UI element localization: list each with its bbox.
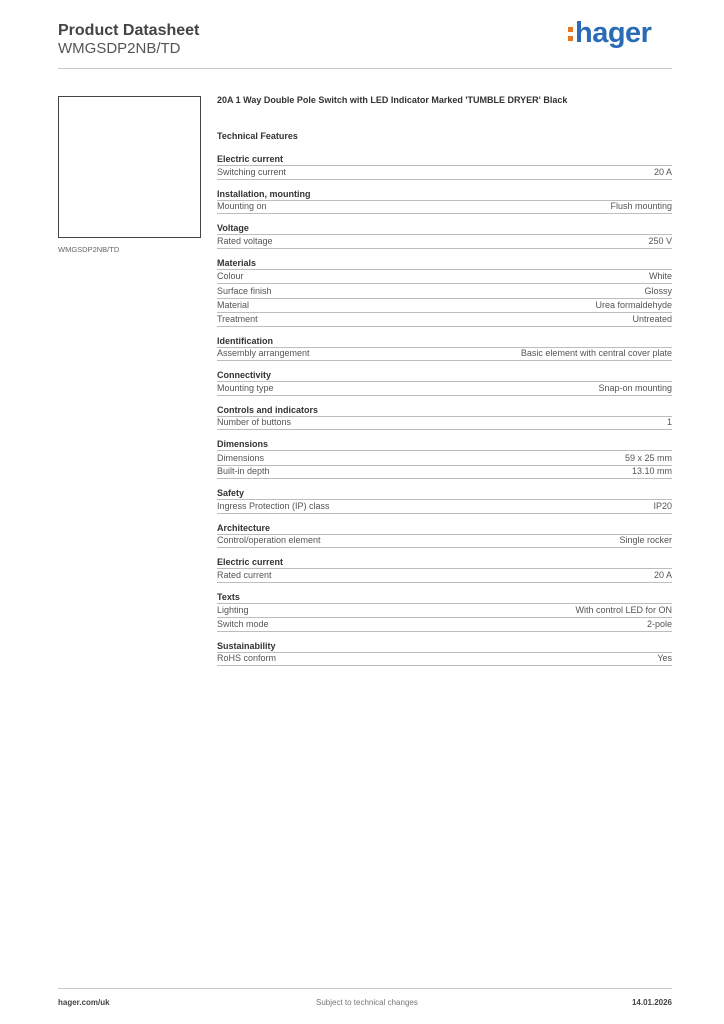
product-image-caption: WMGSDP2NB/TD	[58, 245, 120, 254]
logo-dot-upper	[568, 27, 573, 32]
spec-group-title: Controls and indicators	[217, 404, 319, 415]
spec-group-title: Electric current	[217, 154, 284, 164]
spec-label: Surface finish	[217, 285, 272, 296]
spec-group	[217, 257, 672, 327]
spec-label: Switching current	[217, 166, 287, 177]
spec-value: Snap-on mounting	[598, 382, 672, 393]
spec-row	[217, 298, 672, 313]
page-title: Product Datasheet	[58, 22, 200, 39]
spec-label: Assembly arrangement	[217, 348, 310, 358]
spec-group	[217, 153, 672, 180]
spec-row	[217, 652, 672, 667]
spec-row	[217, 465, 672, 480]
spec-group-title: Architecture	[217, 522, 271, 533]
spec-row	[217, 165, 672, 180]
footer-notice: Subject to technical changes	[316, 998, 418, 1007]
spec-value: Glossy	[644, 285, 672, 296]
spec-label: Material	[217, 300, 250, 310]
spec-group-title: Voltage	[217, 223, 249, 233]
spec-label: Mounting on	[217, 201, 267, 211]
spec-row	[217, 283, 672, 298]
spec-row	[217, 269, 672, 284]
spec-group	[217, 335, 672, 362]
spec-row	[217, 499, 672, 514]
section-heading: Technical Features	[217, 131, 298, 141]
spec-row	[217, 200, 672, 215]
footer-date: 14.01.2026	[631, 998, 672, 1007]
spec-row	[217, 603, 672, 618]
spec-group-title: Materials	[217, 257, 257, 268]
spec-group	[217, 404, 672, 431]
spec-label: Control/operation element	[217, 535, 321, 545]
footer-website: hager.com/uk	[58, 998, 110, 1007]
spec-row	[217, 347, 672, 362]
spec-group-title: Sustainability	[217, 640, 276, 651]
spec-group-title: Connectivity	[217, 370, 272, 380]
spec-value: 1	[666, 417, 672, 427]
spec-value: With control LED for ON	[575, 605, 672, 615]
spec-label: Switch mode	[217, 618, 269, 629]
spec-value: Untreated	[632, 313, 672, 324]
footer-divider	[58, 988, 672, 989]
spec-label: Colour	[217, 271, 244, 281]
spec-group-title: Dimensions	[217, 439, 269, 449]
spec-group	[217, 222, 672, 249]
spec-value: White	[648, 271, 672, 281]
spec-label: Number of buttons	[217, 417, 292, 427]
spec-value: Urea formaldehyde	[595, 300, 672, 310]
spec-row	[217, 312, 672, 327]
spec-value: Yes	[657, 653, 672, 663]
spec-row	[217, 617, 672, 632]
spec-group-title: Safety	[217, 488, 245, 498]
spec-row	[217, 534, 672, 549]
spec-value: Basic element with central cover plate	[520, 348, 672, 358]
product-name: 20A 1 Way Double Pole Switch with LED Indicator Marked 'TUMBLE DRYER' Black	[217, 95, 568, 105]
spec-label: RoHS conform	[217, 653, 277, 663]
spec-group-title: Installation, mounting	[217, 188, 311, 199]
spec-group	[217, 522, 672, 549]
spec-section	[217, 95, 672, 674]
spec-value: IP20	[653, 500, 672, 511]
spec-value: Single rocker	[619, 535, 672, 545]
header-divider	[58, 68, 672, 69]
spec-label: Treatment	[217, 313, 258, 324]
spec-label: Ingress Protection (IP) class	[217, 500, 330, 511]
spec-group	[217, 369, 672, 396]
spec-label: Rated current	[217, 569, 272, 580]
product-code: WMGSDP2NB/TD	[58, 40, 181, 57]
spec-groups	[217, 153, 672, 666]
hager-logo	[568, 16, 658, 50]
spec-group-title: Texts	[217, 591, 240, 602]
spec-group	[217, 438, 672, 479]
spec-label: Built-in depth	[217, 466, 270, 476]
logo-dot-lower	[568, 36, 573, 41]
spec-label: Rated voltage	[217, 235, 273, 246]
spec-row	[217, 381, 672, 396]
spec-label: Lighting	[217, 605, 249, 615]
spec-value: 20 A	[653, 569, 672, 580]
spec-row	[217, 416, 672, 431]
spec-value: Flush mounting	[610, 201, 672, 211]
product-image-frame	[58, 96, 201, 238]
spec-row	[217, 234, 672, 249]
spec-group	[217, 556, 672, 583]
spec-value: 59 x 25 mm	[624, 452, 672, 463]
spec-value: 20 A	[653, 166, 672, 177]
logo-wordmark: hager	[575, 17, 652, 49]
spec-group	[217, 640, 672, 667]
spec-label: Dimensions	[217, 452, 265, 463]
spec-row	[217, 450, 672, 465]
spec-group-title: Identification	[217, 335, 273, 346]
spec-value: 2-pole	[646, 618, 672, 629]
spec-value: 13.10 mm	[631, 466, 672, 476]
spec-label: Mounting type	[217, 382, 274, 393]
spec-group	[217, 591, 672, 632]
spec-row	[217, 568, 672, 583]
spec-group	[217, 188, 672, 215]
spec-value: 250 V	[648, 235, 672, 246]
spec-group	[217, 487, 672, 514]
spec-group-title: Electric current	[217, 557, 284, 567]
